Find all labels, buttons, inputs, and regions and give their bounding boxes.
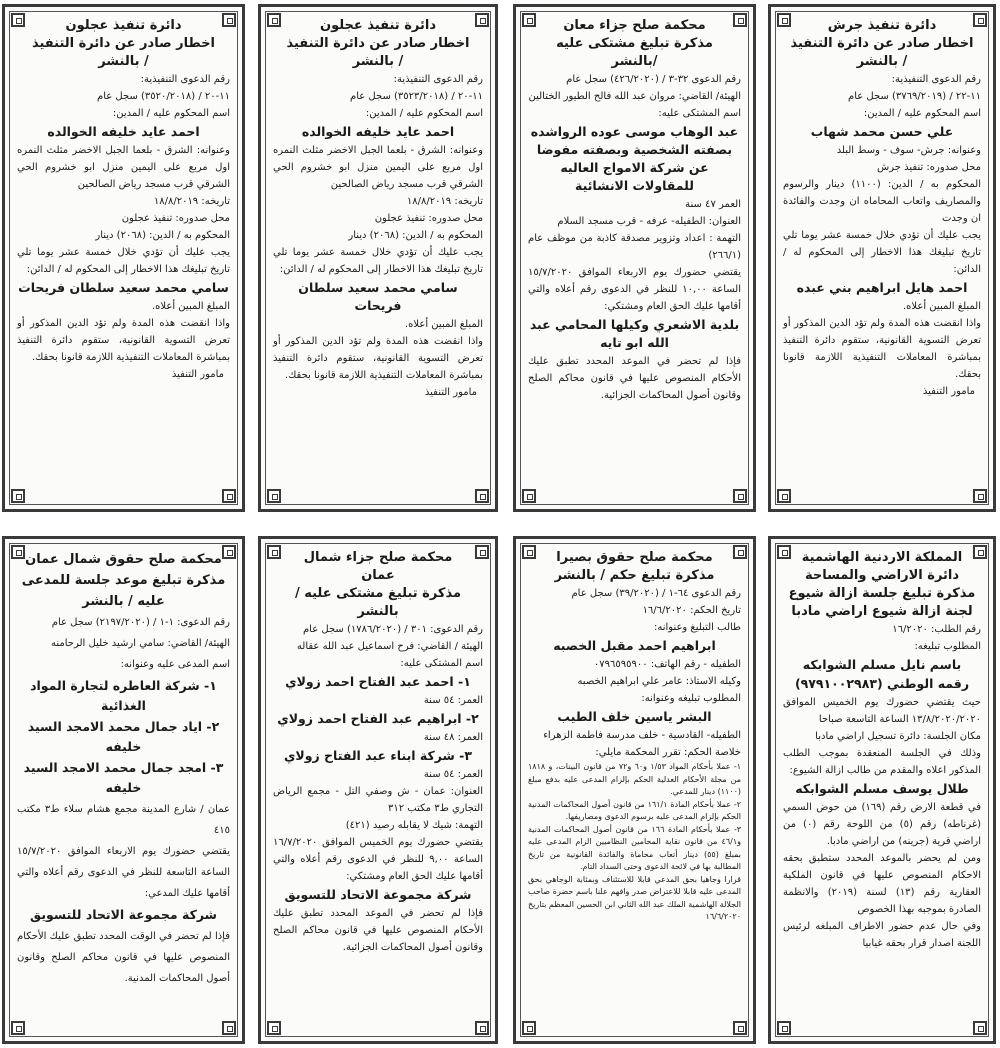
signature-line: مامور التنفيذ: [171, 369, 224, 380]
notice-heading: دائرة الاراضي والمساحة: [804, 568, 960, 583]
notice-text: ومن لم يحضر بالموعد المحدد ستطبق بحقه الاحكام المنصوص عليها في قانون الملكية العقارية رقم (١٣) لسنة (٢٠١٩) والانظمة الصادرة بموجبه بهذا الخصوص: [783, 853, 981, 915]
party-name: رقمه الوطني (٩٧٩١٠٠٢٩٨٣): [794, 676, 970, 691]
notice-jerash-execution: [768, 4, 996, 512]
notice-text: ١١-٢٠ / (٣٥٢٠/٢٠١٨) سجل عام: [97, 91, 230, 102]
notice-text: وعنوانه: الشرق - بلعما الجبل الاخضر مثلث النمره اول مربع على اليمين منزل ابو خشروم الحي الشرقي قرب مسجد رياض الصالحين: [17, 145, 230, 190]
notice-body: [528, 549, 741, 1033]
notice-north-amman-criminal-court: [258, 536, 498, 1044]
notice-text: تاريخه: ١٨/٨/٢٠١٩: [153, 196, 230, 207]
notice-text: الهيئة / القاضي: فرح اسماعيل عبد الله عقاله: [296, 641, 483, 652]
notice-text: رقم الدعوى ٣٢-٣ / (٤٢٦/٢٠٢٠) سجل عام: [566, 74, 741, 85]
notice-heading: / بالنشر: [856, 54, 908, 69]
notice-text: وعنوانه: جرش- سوف - وسط البلد: [836, 145, 981, 156]
notice-heading: دائرة تنفيذ عجلون: [65, 18, 182, 33]
notice-text: العمر ٤٧ سنة: [685, 199, 741, 210]
notice-heading: مذكرة تبليغ حكم / بالنشر: [554, 568, 715, 583]
notice-text: العمر: ٥٤ سنة: [423, 695, 483, 706]
party-name: ٣- امجد جمال محمد الامجد السيد خليفه: [23, 760, 224, 795]
notice-text: العنوان: الطفيله- عرفه - قرب مسجد السلام: [557, 216, 741, 227]
notice-text: ١١-٢٠ / (٣٥٢٣/٢٠١٨) سجل عام: [350, 91, 483, 102]
party-name: ٢- ابراهيم عبد الفتاح احمد زولاي: [277, 711, 479, 726]
notice-heading: /بالنشر: [611, 54, 658, 69]
notice-text: المبلغ المبين أعلاه.: [903, 301, 981, 312]
notice-text: فإذا لم تحضر في الموعد المحدد تطبق عليك الأحكام المنصوص عليها في قانون محاكم الصلح وقانون أصول المحاكمات الجزائية.: [273, 908, 483, 953]
notice-heading: عمان: [361, 568, 395, 583]
party-name: ابراهيم احمد مقبل الخصبه: [553, 638, 716, 653]
party-name: باسم نايل مسلم الشوابكه: [802, 657, 962, 672]
notice-text: المبلغ المبين أعلاه.: [152, 301, 230, 312]
notice-text: العمر: ٥٤ سنة: [423, 769, 483, 780]
notice-body: [273, 549, 483, 1033]
notice-text: الطفيله - رقم الهاتف: ٠٧٩٦٥٩٥٩٠٠: [593, 659, 741, 670]
notice-text: اسم المحكوم عليه / المدين:: [112, 108, 230, 119]
party-name: ٣- شركة ابناء عبد الفتاح زولاي: [283, 748, 473, 763]
notice-heading: مذكرة تبليغ جلسة ازالة شيوع: [788, 586, 976, 601]
judgment-clause: ١- عملا بأحكام المواد ١/٥٣ و٦٠ و٧٢ من قانون البينات، و ١٨١٨ من مجلة الأحكام العدلية الحكم بإلزام المدعى عليه بدفع مبلغ (١١٠٠) دينار للمدعي.: [528, 762, 742, 796]
notice-text: في قطعة الارض رقم (١٦٩) من حوض السمي (غرناطه) رقم (٥) من اللوحة رقم (٠) من اراضي قرية (جرينه) من اراضي مادبا.: [783, 802, 981, 847]
notice-text: الهيئة/ القاضي: سامي ارشيد خليل الرحامنه: [51, 638, 230, 649]
notice-text: رقم الدعوى التنفيذية:: [891, 74, 981, 85]
notice-text: المطلوب تبليغه وعنوانه:: [641, 693, 741, 704]
notice-heading: عليه / بالنشر: [82, 594, 165, 609]
signature-line: مامور التنفيذ: [424, 387, 477, 398]
notice-text: فإذا لم تحضر في الوقت المحدد تطبق عليك الأحكام المنصوص عليها في قانون محاكم الصلح وقانون أصول المحاكمات المدنية.: [17, 931, 230, 984]
notice-text: المحكوم به / الدين: (٢٠٦٨) دينار: [348, 230, 483, 241]
notice-text: وذلك في الجلسة المنعقدة بموجب الطلب المذكور اعلاه والمقدم من طالب ازالة الشيوع:: [783, 748, 981, 776]
judgment-clause: ٢- عملا بأحكام المادة ١٦١/١ من قانون أصول المحاكمات المدنية الحكم بإلزام المدعى عليه برسوم الدعوى ومصاريفها.: [528, 799, 742, 821]
notice-heading: محكمة صلح جزاء شمال: [303, 550, 453, 565]
notice-text: واذا انقضت هذه المدة ولم تؤد الدين المذكور أو تعرض التسوية القانونية، ستقوم دائرة التنفيذ بمباشرة المعاملات التنفيذية اللازمة قانونا بحقك.: [783, 318, 981, 380]
notice-text: محل صدوره: تنفيذ جرش: [877, 162, 981, 173]
notice-madaba-lands: [768, 536, 996, 1044]
notice-north-amman-civil-court: [2, 536, 245, 1044]
notice-body: [783, 549, 981, 1033]
notice-text: فإذا لم تحضر في الموعد المحدد تطبق عليك الأحكام المنصوص عليها في قانون محاكم الصلح وقانون أصول المحاكمات الجزائية.: [528, 356, 741, 401]
notice-text: عمان / شارع المدينة مجمع هشام سلاء ط٣ مكتب ٤١٥: [17, 804, 230, 836]
notice-busaira-civil-court: [513, 536, 756, 1044]
notice-text: واذا انقضت هذه المدة ولم تؤد الدين المذكور أو تعرض التسوية القانونية، ستقوم دائرة التنفيذ بمباشرة المعاملات التنفيذية اللازمة قانونا بحقك.: [17, 318, 230, 363]
notice-text: يقتضي حضورك يوم الاربعاء الموافق ١٥/٧/٢٠٢٠ الساعة ١٠,٠٠ للنظر في الدعوى رقم أعلاه والتي أقامها عليك الحق العام ومشتكي:: [528, 267, 741, 312]
notice-heading: / بالنشر: [98, 54, 149, 69]
party-name: سامي محمد سعيد سلطان فريحات: [298, 280, 458, 313]
party-name: ١- احمد عبد الفتاح احمد زولاي: [285, 674, 471, 689]
party-name: عبد الوهاب موسى عوده الرواشده بصفته الشخصية وبصفته مفوضا عن شركة الامواج العاليه للمقاولات الانشائية: [530, 124, 739, 193]
notice-body: [17, 549, 230, 1033]
party-name: البشر ياسين خلف الطيب: [557, 709, 712, 724]
notice-text: طالب التبليغ وعنوانه:: [653, 622, 741, 633]
notice-text: حيث يقتضي حضورك يوم الخميس الموافق ١٣/٨/٢٠٢٠/٢٠٢٠ الساعة التاسعة صباحا: [783, 697, 981, 725]
notice-heading: محكمة صلح حقوق بصيرا: [556, 550, 713, 565]
notice-heading: / بالنشر: [352, 54, 404, 69]
notice-text: العمر: ٤٨ سنة: [423, 732, 483, 743]
notice-body: [273, 17, 483, 501]
notice-heading: دائرة تنفيذ جرش: [827, 18, 937, 33]
notice-text: اسم المحكوم عليه / المدين:: [863, 108, 981, 119]
party-name: بلدية الاشعري وكيلها المحامي عبد الله ابو تايه: [529, 317, 740, 350]
notice-heading: مذكرة تبليغ موعد جلسة للمدعى: [21, 573, 226, 588]
notice-text: وعنوانه: الشرق - بلعما الجبل الاخضر مثلث النمره اول مربع على اليمين منزل ابو خشروم الحي الشرقي قرب مسجد رياض الصالحين: [273, 145, 483, 190]
notice-text: رقم الطلب: ١٦/٢٠٢٠: [892, 624, 981, 635]
notice-text: وفي حال عدم حضور الاطراف المبلغه لرئيس اللجنة اصدار قرار بحقه غيابيا: [783, 921, 981, 949]
notice-text: تاريخ الحكم: ١٦/٦/٢٠٢٠: [642, 605, 741, 616]
party-name: علي حسن محمد شهاب: [810, 124, 954, 139]
notice-text: الهيئة/ القاضي: مروان عبد الله فالح الطيور الختالين: [528, 91, 741, 102]
notice-text: رقم الدعوى: ١-١ / (٢١٩٧/٢٠٢٠) سجل عام: [51, 617, 230, 628]
notice-body: [17, 17, 230, 501]
notice-text: رقم الدعوى: ٣٠١ / (١٧٨٦/٢٠٢٠) سجل عام: [302, 624, 483, 635]
notice-text: واذا انقضت هذه المدة ولم تؤد الدين المذكور أو تعرض التسوية القانونية، ستقوم دائرة التنفيذ بمباشرة المعاملات التنفيذية اللازمة قانونا بحقك.: [273, 336, 483, 381]
notice-text: يقتضي حضورك يوم الاربعاء الموافق ١٥/٧/٢٠٢٠ الساعة التاسعة للنظر في الدعوى رقم أعلاه والتي أقامها عليك المدعي:: [17, 846, 230, 899]
notice-text: رقم الدعوى التنفيذية:: [140, 74, 230, 85]
notice-heading: مذكرة تبليغ مشتكى عليه: [556, 36, 713, 51]
party-name: ١- شركة العاطره لتجارة المواد الغذائية: [30, 678, 217, 713]
party-name: ٢- اياد جمال محمد الامجد السيد خليفه: [27, 719, 220, 754]
notice-text: التهمة : اعداد وتزوير مصدقة كاذبة من موظف عام (٢٦٦/١): [528, 233, 741, 261]
notice-text: المبلغ المبين أعلاه.: [405, 319, 483, 330]
notice-text: اسم المشتكى عليه:: [400, 658, 483, 669]
notice-heading: اخطار صادر عن دائرة التنفيذ: [286, 36, 470, 51]
notice-text: العنوان: عمان - ش وصفي التل - مجمع الرياض التجاري ط٣ مكتب ٣١٢: [273, 786, 483, 814]
party-name: احمد عايد خليفه الخوالده: [47, 124, 200, 139]
notice-text: اسم المدعى عليه وعنوانه:: [120, 659, 230, 670]
notice-text: المحكوم به / الدين: (١١٠٠) دينار والرسوم والمصاريف واتعاب المحاماه ان وجدت والفائدة ان وجدت: [783, 179, 981, 224]
notice-heading: مذكرة تبليغ مشتكى عليه / بالنشر: [294, 586, 462, 619]
notice-text: وكيله الاستاذ: عامر علي ابراهيم الخصبه: [577, 676, 741, 687]
notice-heading: اخطار صادر عن دائرة التنفيذ: [790, 36, 974, 51]
notice-text: محل صدوره: تنفيذ عجلون: [374, 213, 483, 224]
notice-text: مكان الجلسة: دائرة تسجيل اراضي مادبا: [815, 731, 981, 742]
notice-text: التهمة: شيك لا يقابله رصيد (٤٢١): [345, 820, 483, 831]
notice-text: خلاصة الحكم: تقرر المحكمة مايلي:: [595, 747, 741, 758]
notice-heading: لجنة ازالة شيوع اراضي مادبا: [791, 604, 973, 619]
notice-body: [528, 17, 741, 501]
notice-maan-criminal-court: [513, 4, 756, 512]
notice-text: ١١-٢٢ / (٣٧٦٩/٢٠١٩) سجل عام: [848, 91, 981, 102]
notice-text: يجب عليك أن تؤدي خلال خمسة عشر يوما تلي تاريخ تبليغك هذا الاخطار إلى المحكوم له / الدائن:: [783, 230, 981, 275]
notice-text: محل صدوره: تنفيذ عجلون: [121, 213, 230, 224]
notice-text: رقم الدعوى ٦٤-١ / (٣٩/٢٠٢٠) سجل عام: [571, 588, 741, 599]
notice-text: اسم المحكوم عليه / المدين:: [365, 108, 483, 119]
notice-text: يجب عليك أن تؤدي خلال خمسة عشر يوما تلي تاريخ تبليغك هذا الاخطار إلى المحكوم له / الدائن:: [17, 247, 230, 275]
notice-text: يقتضي حضورك يوم الخميس الموافق ١٦/٧/٢٠٢٠ الساعة ٩,٠٠ للنظر في الدعوى رقم أعلاه والتي أقامها عليك الحق العام ومشتكي:: [273, 837, 483, 882]
notice-text: المحكوم به / الدين: (٢٠٦٨) دينار: [95, 230, 230, 241]
notice-heading: دائرة تنفيذ عجلون: [320, 18, 436, 33]
notice-body: [783, 17, 981, 501]
notice-text: اسم المشتكى عليه:: [658, 108, 741, 119]
signature-line: مامور التنفيذ: [922, 386, 975, 397]
notice-text: يجب عليك أن تؤدي خلال خمسة عشر يوما تلي تاريخ تبليغك هذا الاخطار إلى المحكوم له / الدائن:: [273, 247, 483, 275]
notice-ajloun-execution-3520: [2, 4, 245, 512]
notice-text: تاريخه: ١٨/٨/٢٠١٩: [406, 196, 483, 207]
notice-text: المطلوب تبليغه:: [914, 641, 981, 652]
party-name: شركة مجموعة الاتحاد للتسويق: [30, 907, 217, 922]
party-name: شركة مجموعة الاتحاد للتسويق: [284, 887, 472, 902]
party-name: احمد هايل ابراهيم بني عبده: [796, 280, 968, 295]
notice-text: رقم الدعوى التنفيذية:: [393, 74, 483, 85]
judgment-clause: ٣- عملا بأحكام المادة ١٦٦ من قانون أصول المحاكمات المدنية و٤٦/١ من قانون نقابة المحامين النظاميين الزام المدعى عليه بمبلغ (٥٥) دينار أتعاب محاماة والفائدة القانونية من تاريخ المطالبة بها في لائحة الدعوى وحتى السداد التام.: [528, 824, 742, 871]
party-name: احمد عايد خليفه الخوالده: [301, 124, 455, 139]
notice-ajloun-execution-3523: [258, 4, 498, 512]
notice-heading: اخطار صادر عن دائرة التنفيذ: [31, 36, 216, 51]
party-name: طلال يوسف مسلم الشوابكه: [795, 781, 969, 796]
party-name: سامي محمد سعيد سلطان فريحات: [18, 280, 229, 295]
notice-heading: المملكة الاردنية الهاشمية: [801, 550, 963, 565]
notice-text: الطفيله- القادسية - خلف مدرسة فاطمة الزهراء: [543, 730, 741, 741]
judgment-clause: قرارا وجاهيا بحق المدعي قابلا للاستئناف وبمثابة الوجاهي بحق المدعى عليه قابلا للاعتراض صدر وافهم علنا باسم حضرة صاحب الجلالة الهاشمية الملك عبد الله الثاني ابن الحسين المعظم بتاريخ ١٦/٦/٢٠٢٠: [528, 874, 741, 921]
notice-heading: محكمة صلح جزاء معان: [563, 18, 706, 33]
notice-heading: محكمة صلح حقوق شمال عمان: [25, 552, 222, 567]
